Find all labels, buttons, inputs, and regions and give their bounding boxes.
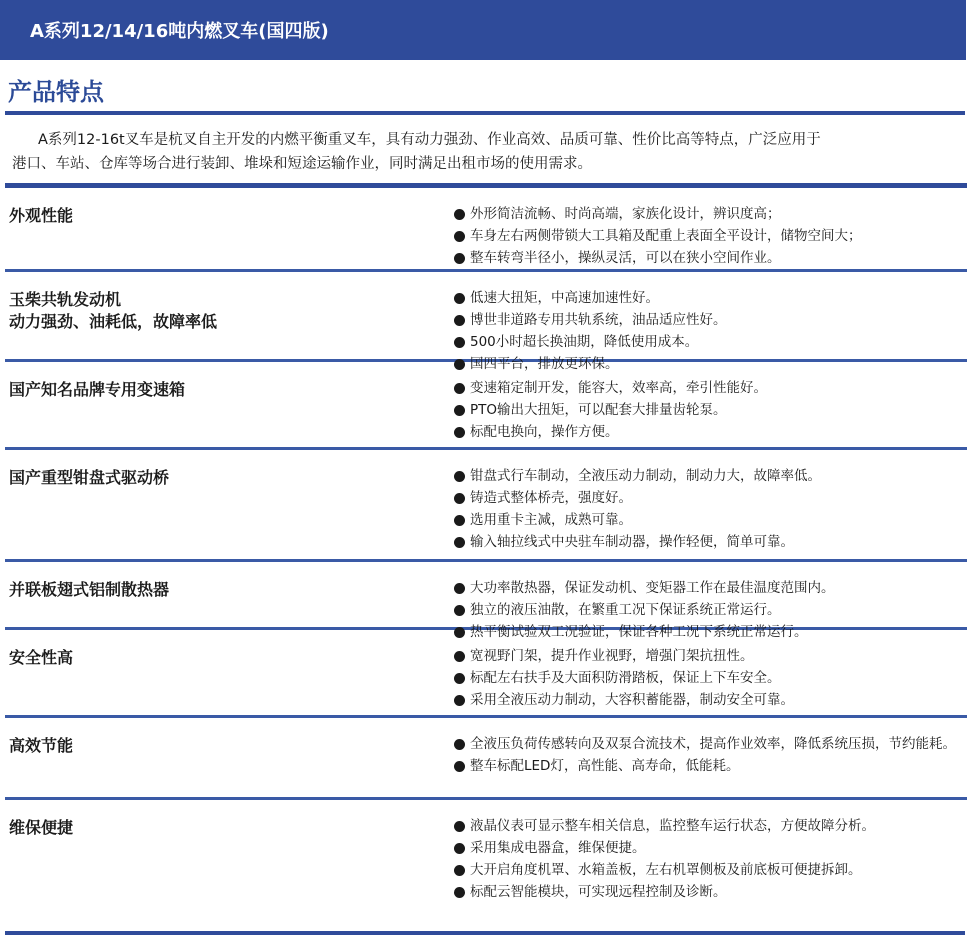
feature-point — [453, 331, 958, 353]
title-divider — [5, 111, 965, 115]
intro-paragraph — [12, 128, 957, 176]
feature-point — [453, 287, 958, 309]
bullet-dot-icon — [454, 821, 465, 832]
feature-title — [9, 647, 73, 669]
feature-row — [5, 630, 967, 718]
feature-row — [5, 800, 967, 900]
feature-table — [5, 183, 967, 900]
feature-point — [453, 487, 958, 509]
feature-point — [453, 399, 958, 421]
feature-point — [453, 203, 958, 225]
feature-title — [9, 379, 185, 401]
feature-title-line: 并联板翅式铝制散热器 — [9, 580, 170, 599]
feature-point-text: 标配电换向，操作方便。 — [470, 424, 619, 440]
bullet-dot-icon — [454, 887, 465, 898]
bullet-dot-icon — [454, 673, 465, 684]
feature-point — [453, 645, 958, 667]
feature-point-text: 整车标配LED灯，高性能、高寿命，低能耗。 — [470, 758, 740, 774]
bullet-dot-icon — [454, 315, 465, 326]
feature-point — [453, 421, 958, 443]
feature-point-text: 输入轴拉线式中央驻车制动器，操作轻便，简单可靠。 — [470, 534, 794, 550]
bullet-dot-icon — [454, 493, 465, 504]
feature-point — [453, 465, 958, 487]
bullet-dot-icon — [454, 231, 465, 242]
feature-title — [9, 735, 73, 757]
feature-title — [9, 289, 217, 333]
bullet-dot-icon — [454, 739, 465, 750]
bullet-dot-icon — [454, 383, 465, 394]
feature-point-text: 博世非道路专用共轨系统，油品适应性好。 — [470, 312, 727, 328]
feature-row — [5, 272, 967, 372]
feature-row — [5, 562, 967, 640]
feature-point — [453, 577, 958, 599]
feature-title-line: 国产知名品牌专用变速箱 — [9, 380, 186, 399]
feature-point-text: 采用全液压动力制动，大容积蓄能器，制动安全可靠。 — [470, 692, 794, 708]
bullet-dot-icon — [454, 405, 465, 416]
feature-row — [5, 362, 967, 450]
feature-point-text: 大开启角度机罩、水箱盖板，左右机罩侧板及前底板可便捷拆卸。 — [470, 862, 862, 878]
bullet-dot-icon — [454, 761, 465, 772]
feature-title-line: 维保便捷 — [9, 818, 74, 837]
feature-point-text: 整车转弯半径小，操纵灵活，可以在狭小空间作业。 — [470, 250, 781, 266]
feature-point — [453, 837, 958, 859]
feature-row — [5, 718, 967, 800]
feature-point-text: 独立的液压油散，在繁重工况下保证系统正常运行。 — [470, 602, 781, 618]
feature-point — [453, 881, 958, 903]
feature-point-text: 大功率散热器，保证发动机、变矩器工作在最佳温度范围内。 — [470, 580, 835, 596]
feature-points — [453, 645, 958, 711]
bullet-dot-icon — [454, 515, 465, 526]
feature-points — [453, 465, 958, 553]
bullet-dot-icon — [454, 583, 465, 594]
feature-title-line: 安全性高 — [9, 648, 74, 667]
feature-point-text: 500小时超长换油期，降低使用成本。 — [470, 334, 699, 350]
feature-point — [453, 815, 958, 837]
feature-points — [453, 203, 958, 269]
bullet-dot-icon — [454, 293, 465, 304]
feature-point — [453, 247, 958, 269]
feature-title-line: 国产重型钳盘式驱动桥 — [9, 468, 170, 487]
feature-point — [453, 599, 958, 621]
feature-point-text: 车身左右两侧带锁大工具箱及配重上表面全平设计，储物空间大； — [470, 228, 862, 244]
header-banner — [0, 0, 966, 60]
feature-point-text: 变速箱定制开发，能容大，效率高，牵引性能好。 — [470, 380, 767, 396]
banner-title: A系列12/14/16吨内燃叉车(国四版) — [30, 21, 329, 42]
feature-title-line: 玉柴共轨发动机 — [9, 290, 122, 309]
bullet-dot-icon — [454, 865, 465, 876]
bullet-dot-icon — [454, 427, 465, 438]
feature-title — [9, 467, 169, 489]
feature-point-text: 铸造式整体桥壳，强度好。 — [470, 490, 632, 506]
feature-point-text: 外形简洁流畅、时尚高端，家族化设计，辨识度高； — [470, 206, 781, 222]
feature-point-text: 选用重卡主减，成熟可靠。 — [470, 512, 632, 528]
bullet-dot-icon — [454, 253, 465, 264]
feature-point — [453, 225, 958, 247]
intro-line: A系列12-16t叉车是杭叉自主开发的内燃平衡重叉车，具有动力强劲、作业高效、品质可靠、性价比高等特点，广泛应用于 — [38, 132, 821, 148]
bullet-dot-icon — [454, 209, 465, 220]
feature-point — [453, 531, 958, 553]
bullet-dot-icon — [454, 843, 465, 854]
feature-point-text: 国四平台，排放更环保。 — [470, 356, 619, 372]
feature-row — [5, 450, 967, 562]
bullet-dot-icon — [454, 337, 465, 348]
bullet-dot-icon — [454, 605, 465, 616]
bullet-dot-icon — [454, 471, 465, 482]
feature-point-text: 热平衡试验双工况验证，保证各种工况下系统正常运行。 — [470, 624, 808, 640]
feature-point-text: 采用集成电器盒，维保便捷。 — [470, 840, 646, 856]
feature-title — [9, 205, 73, 227]
bullet-dot-icon — [454, 651, 465, 662]
feature-point — [453, 377, 958, 399]
feature-points — [453, 733, 958, 777]
feature-row — [5, 188, 967, 272]
feature-title-line: 高效节能 — [9, 736, 74, 755]
feature-point — [453, 755, 958, 777]
feature-point-text: 全液压负荷传感转向及双泵合流技术，提高作业效率，降低系统压损，节约能耗。 — [470, 736, 956, 752]
feature-point — [453, 309, 958, 331]
feature-points — [453, 377, 958, 443]
feature-point-text: 液晶仪表可显示整车相关信息，监控整车运行状态，方便故障分析。 — [470, 818, 875, 834]
bullet-dot-icon — [454, 695, 465, 706]
feature-title-line: 动力强劲、油耗低，故障率低 — [9, 312, 218, 331]
feature-title — [9, 817, 73, 839]
feature-points — [453, 815, 958, 903]
feature-point — [453, 509, 958, 531]
feature-point — [453, 667, 958, 689]
bullet-dot-icon — [454, 537, 465, 548]
feature-point — [453, 859, 958, 881]
feature-title — [9, 579, 169, 601]
feature-point-text: PTO输出大扭矩，可以配套大排量齿轮泵。 — [470, 402, 727, 418]
section-title: 产品特点 — [8, 78, 104, 106]
feature-point-text: 宽视野门架，提升作业视野，增强门架抗扭性。 — [470, 648, 754, 664]
feature-point-text: 标配左右扶手及大面积防滑踏板，保证上下车安全。 — [470, 670, 781, 686]
feature-title-line: 外观性能 — [9, 206, 74, 225]
feature-point — [453, 689, 958, 711]
intro-line: 港口、车站、仓库等场合进行装卸、堆垛和短途运输作业，同时满足出租市场的使用需求。 — [12, 156, 592, 172]
feature-point-text: 钳盘式行车制动，全液压动力制动，制动力大，故障率低。 — [470, 468, 821, 484]
feature-point-text: 低速大扭矩，中高速加速性好。 — [470, 290, 659, 306]
feature-point-text: 标配云智能模块，可实现远程控制及诊断。 — [470, 884, 727, 900]
feature-point — [453, 733, 958, 755]
table-bottom-divider — [5, 931, 965, 935]
